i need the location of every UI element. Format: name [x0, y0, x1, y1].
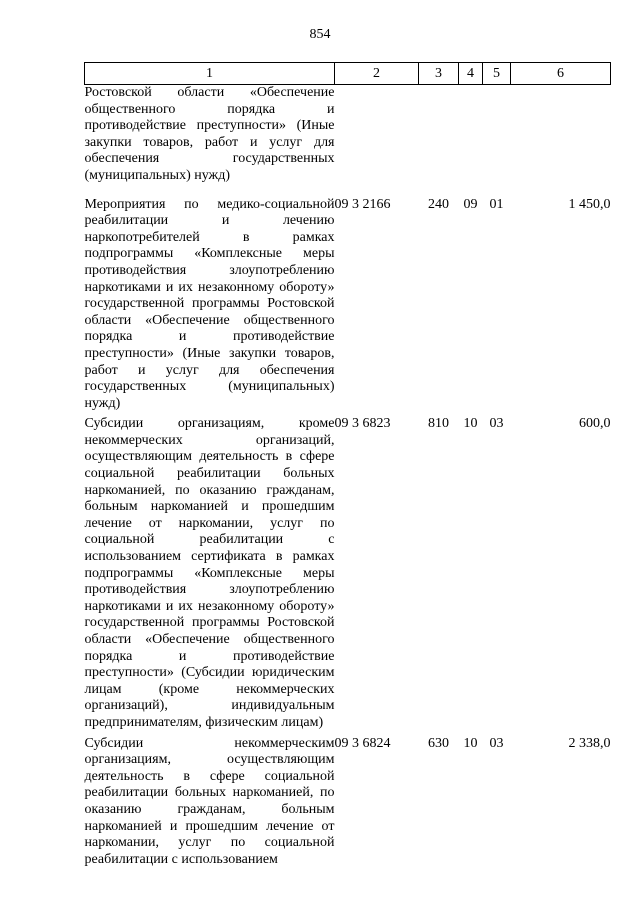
- row-code: 09 3 6823: [334, 416, 391, 432]
- row-section: [459, 85, 483, 193]
- row-expense-type: [419, 85, 459, 193]
- table-header-row: [85, 63, 611, 85]
- table-row: [85, 85, 611, 193]
- row-subsection: 03: [489, 416, 504, 432]
- column-header-6: 6: [511, 63, 611, 85]
- column-header-4: 4: [459, 63, 483, 85]
- row-description: Мероприятия по медико-социальной реабилитации и лечению наркопотребителей в рамках подпрограммы «Комплексные меры противодействия злоупотреблению наркотиками и их незаконному обороту» государственной программы Ростовской области «Обеспечение общественного порядка и противодействие преступности» (Иные закупки товаров, работ и услуг для обеспечения государственных (муниципальных) нужд): [84, 196, 335, 411]
- row-description: Ростовской области «Обеспечение общественного порядка и противодействие преступности» (Иные закупки товаров, работ и услуг для обеспечения государственных (муниципальных) нужд): [84, 85, 335, 183]
- row-description: Субсидии организациям, кроме некоммерческих организаций, осуществляющим деятельность в сфере социальной реабилитации больных наркоманией, по оказанию гражданам, больным наркоманией и прошедшим лечение от наркомании, услуг по социальной реабилитации с использованием сертификата в рамках подпрограммы «Комплексные меры противодействия злоупотреблению наркотиками и их незаконному обороту» государственной программы Ростовской области «Обеспечение общественного порядка и противодействие преступности» (Субсидии юридическим лицам (кроме некоммерческих организаций), индивидуальным предпринимателям, физическим лицам): [84, 416, 335, 730]
- column-header-1: 1: [85, 63, 335, 85]
- table-row: [85, 732, 611, 869]
- table-row: [85, 193, 611, 413]
- row-subsection: 01: [489, 196, 504, 212]
- row-code: [335, 85, 419, 193]
- row-sum: 1 450,0: [568, 196, 611, 212]
- column-header-5: 5: [483, 63, 511, 85]
- page-number: 854: [309, 27, 331, 42]
- row-subsection: [483, 85, 511, 193]
- row-code: 09 3 2166: [334, 196, 391, 212]
- column-header-3: 3: [419, 63, 459, 85]
- row-expense-type: 810: [428, 416, 449, 432]
- row-sum: 600,0: [579, 416, 611, 432]
- row-section: 10: [463, 416, 478, 432]
- row-subsection: 03: [489, 735, 504, 751]
- row-sum: 2 338,0: [568, 735, 611, 751]
- row-code: 09 3 6824: [334, 735, 391, 751]
- table-row: [85, 412, 611, 731]
- row-expense-type: 240: [428, 196, 449, 212]
- row-section: 09: [463, 196, 478, 212]
- row-sum: [511, 85, 611, 193]
- row-section: 10: [463, 735, 478, 751]
- budget-table: [84, 62, 611, 868]
- column-header-2: 2: [335, 63, 419, 85]
- row-description: Субсидии некоммерческим организациям, осуществляющим деятельность в сфере социальной реабилитации больных наркоманией, по оказанию гражданам, больным наркоманией и прошедшим лечение от наркомании, услуг по социальной реабилитации с использованием: [84, 735, 335, 867]
- row-expense-type: 630: [428, 735, 449, 751]
